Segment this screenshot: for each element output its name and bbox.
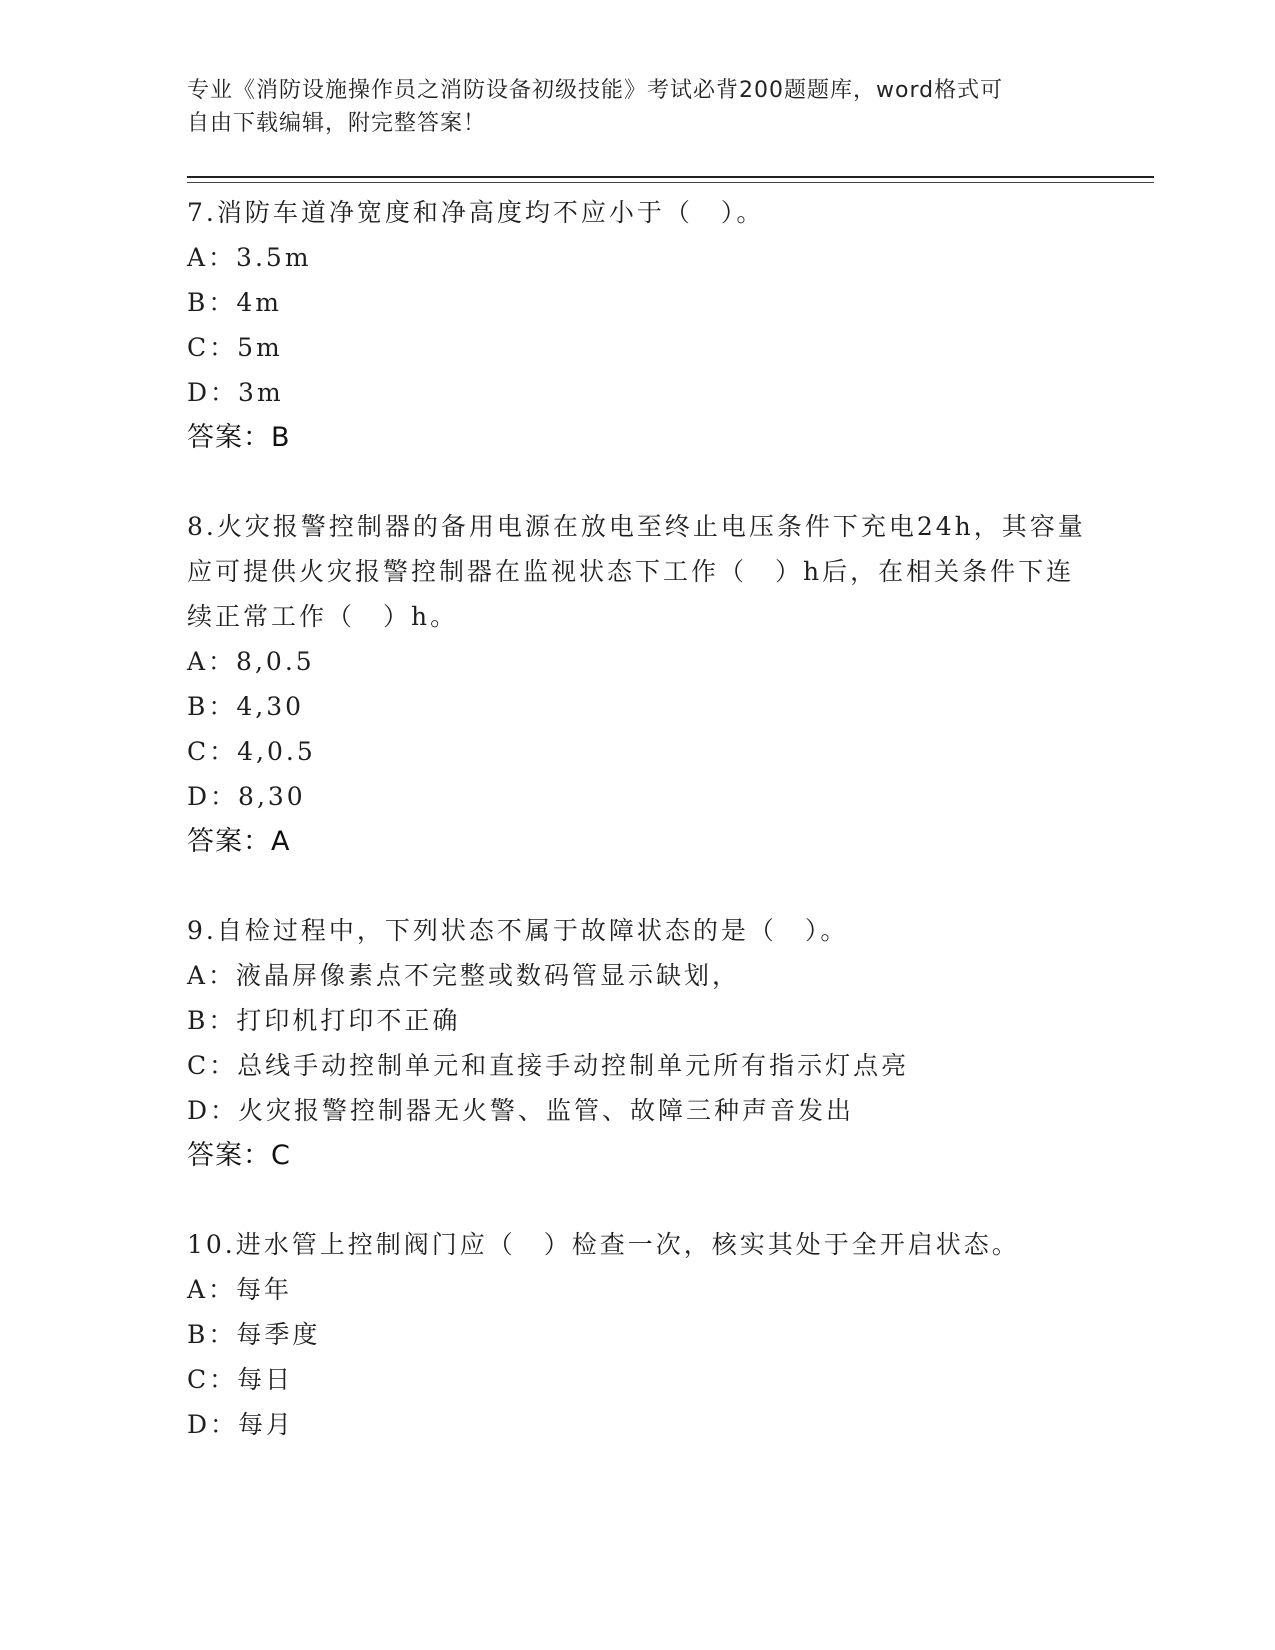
option-b: B：打印机打印不正确 (187, 1006, 461, 1035)
header-line-2: 自由下载编辑，附完整答案！ (187, 111, 487, 136)
question-spacer (187, 864, 1087, 908)
header-divider-thick (187, 176, 1154, 178)
option-d: D：8,30 (187, 782, 306, 811)
question-stem: 8.火灾报警控制器的备用电源在放电至终止电压条件下充电24h，其容量应可提供火灾报警控制器在监视状态下工作（ ）h后，在相关条件下连续正常工作（ ）h。 (187, 512, 1086, 631)
option-b: B：每季度 (187, 1320, 321, 1349)
option-a: A：3.5m (187, 243, 312, 272)
option-c: C：5m (187, 333, 283, 362)
question-8 (187, 504, 1087, 864)
question-7 (187, 190, 1087, 460)
question-9 (187, 908, 1087, 1178)
option-d: D：火灾报警控制器无火警、监管、故障三种声音发出 (187, 1096, 855, 1125)
option-c: C：总线手动控制单元和直接手动控制单元所有指示灯点亮 (187, 1051, 910, 1080)
header-divider-thin (187, 182, 1154, 183)
question-stem: 7.消防车道净宽度和净高度均不应小于（ ）。 (187, 198, 765, 227)
option-b: B：4,30 (187, 692, 305, 721)
option-a: A：液晶屏像素点不完整或数码管显示缺划， (187, 961, 741, 990)
answer-line: 答案：A (187, 826, 291, 857)
answer-line: 答案：C (187, 1140, 291, 1171)
question-spacer (187, 1178, 1087, 1222)
option-d: D：3m (187, 378, 284, 407)
question-10 (187, 1222, 1087, 1447)
question-spacer (187, 460, 1087, 504)
question-list (187, 190, 1087, 1447)
option-a: A：每年 (187, 1275, 293, 1304)
question-stem: 9.自检过程中，下列状态不属于故障状态的是（ ）。 (187, 916, 849, 945)
option-c: C：4,0.5 (187, 737, 316, 766)
option-a: A：8,0.5 (187, 647, 315, 676)
option-b: B：4m (187, 288, 282, 317)
document-header (187, 74, 1087, 140)
header-line-1: 专业《消防设施操作员之消防设备初级技能》考试必背200题题库，word格式可 (187, 78, 1004, 103)
question-stem: 10.进水管上控制阀门应（ ）检查一次，核实其处于全开启状态。 (187, 1230, 1020, 1259)
option-c: C：每日 (187, 1365, 294, 1394)
option-d: D：每月 (187, 1410, 295, 1439)
answer-line: 答案：B (187, 422, 291, 453)
